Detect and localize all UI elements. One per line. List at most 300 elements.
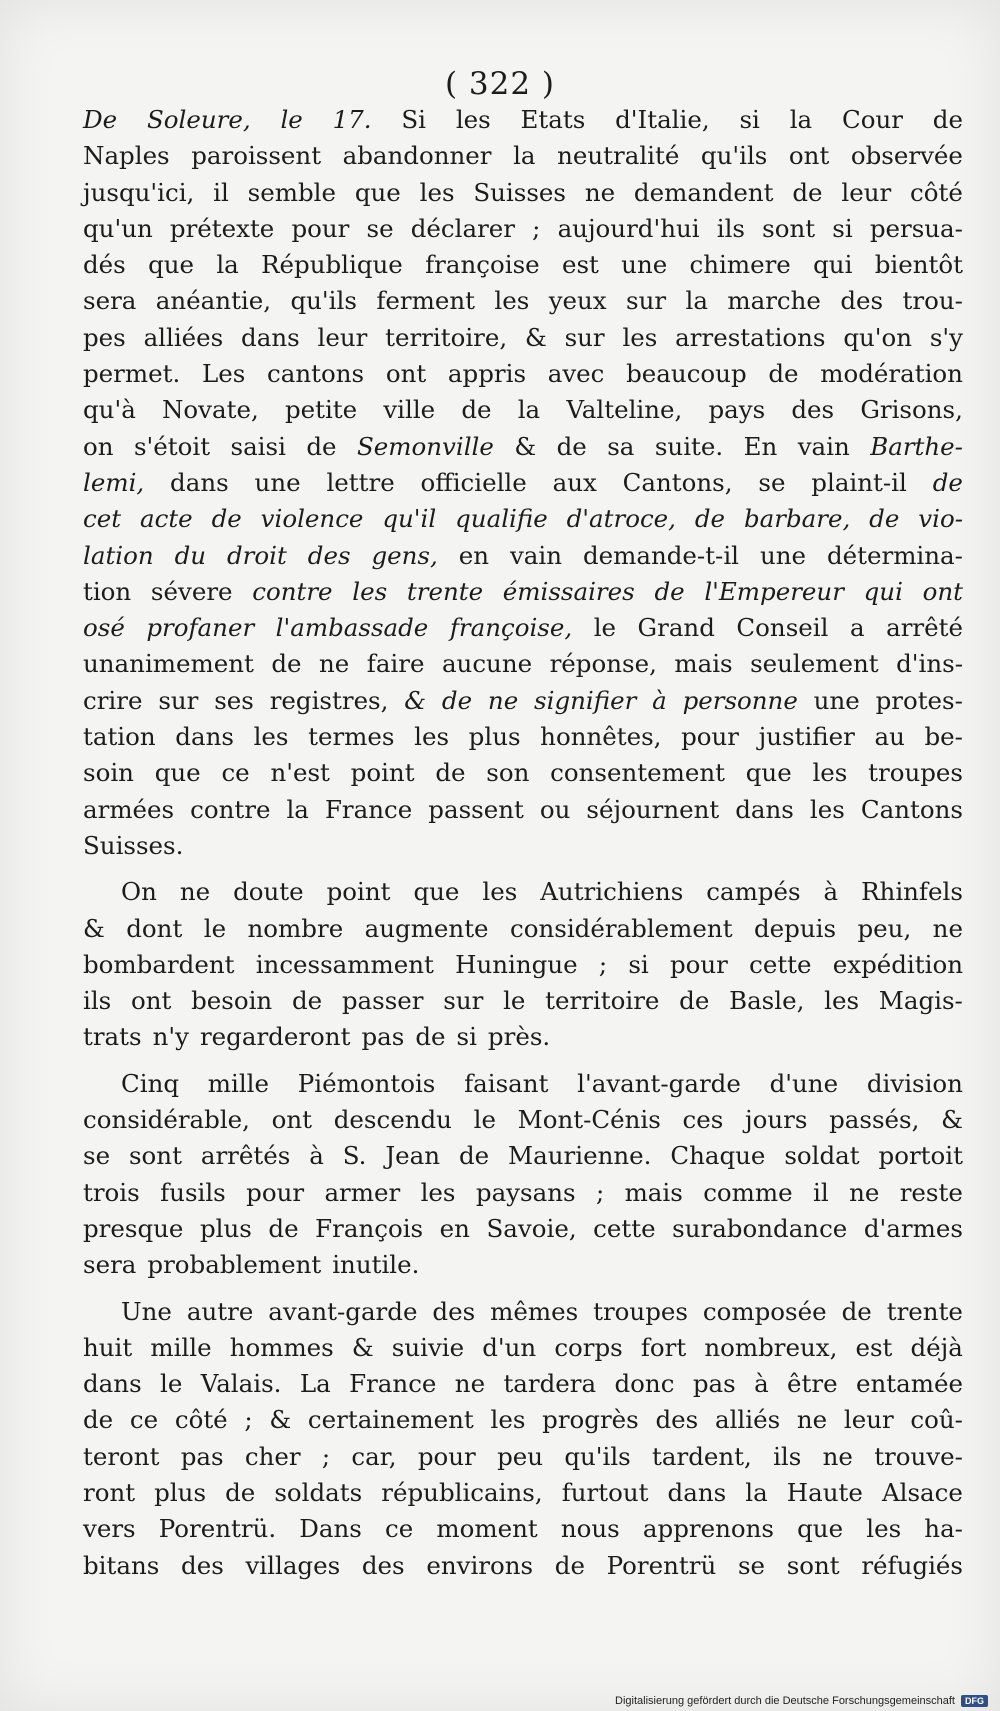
word: la [789, 105, 813, 134]
dfg-logo-icon: DFG [961, 1695, 988, 1707]
word: près. [487, 1022, 551, 1052]
word: villages [245, 1550, 341, 1580]
word: car, [351, 1441, 397, 1471]
word: sera [83, 1250, 137, 1280]
text-line [83, 320, 963, 356]
italic-word: 17. [332, 105, 372, 134]
word: de [932, 105, 963, 134]
word: ce [129, 1405, 159, 1435]
word: Dans [299, 1514, 362, 1544]
word: aujourd'hui [557, 213, 700, 243]
word: pes [83, 322, 126, 352]
word: sont [786, 1550, 840, 1580]
text-line [83, 465, 963, 501]
text-line [83, 719, 963, 755]
word: & [514, 431, 537, 461]
word: les [494, 286, 530, 316]
word: les [253, 722, 289, 752]
text-line [83, 792, 963, 828]
word: qu'ils [564, 1441, 631, 1471]
word: faisant [464, 1068, 549, 1098]
word: mille [207, 1068, 270, 1098]
word: François [315, 1213, 424, 1243]
italic-word: contre [252, 576, 333, 606]
word: apprenons [642, 1514, 774, 1544]
word: les [866, 1514, 902, 1544]
word: appris [447, 359, 527, 389]
word: sa [607, 431, 635, 461]
word: ont [271, 1105, 313, 1135]
word: descendu [333, 1105, 452, 1135]
word: Valais. [200, 1369, 282, 1399]
word: dés [83, 250, 126, 280]
word: pas [361, 1022, 405, 1052]
word: tation [83, 722, 156, 752]
italic-word: lation [83, 540, 154, 570]
word: de [271, 649, 302, 679]
word: une [621, 250, 668, 280]
word: Savoie, [486, 1213, 577, 1243]
word: Si [401, 105, 426, 134]
word: avant-garde [268, 1296, 418, 1326]
word: sévere [150, 576, 233, 606]
word: soldats [274, 1477, 363, 1507]
word: françoise [425, 250, 540, 280]
italic-word: de [654, 576, 685, 606]
word: à [309, 1141, 324, 1171]
word: reste [899, 1177, 963, 1207]
word: est [855, 1332, 893, 1362]
word: à [823, 877, 839, 907]
word: que [413, 877, 460, 907]
italic-word: personne [682, 685, 798, 715]
word: si [628, 949, 649, 979]
word: Valteline, [566, 395, 683, 425]
word: marche [727, 286, 821, 316]
italic-word: les [352, 576, 388, 606]
word: a [849, 613, 865, 643]
word: saisi [230, 431, 286, 461]
word: dans [83, 1369, 142, 1399]
word: Jean [385, 1141, 441, 1171]
paragraph-gap [83, 1284, 963, 1294]
word: consentement [550, 758, 725, 788]
italic-word: qualifie [455, 504, 548, 534]
text-line [83, 1330, 963, 1366]
word: registres, [269, 685, 389, 715]
italic-word: l'Empereur [704, 576, 844, 606]
word: vain [509, 540, 563, 570]
word: tion [83, 576, 132, 606]
italic-word: l'ambassade [275, 613, 429, 643]
word: ils [83, 986, 112, 1016]
word: ; [598, 949, 608, 979]
word: d'Italie, [615, 105, 710, 134]
italic-word: du [174, 540, 207, 570]
word: de [291, 986, 323, 1016]
word: neutralité [557, 141, 680, 171]
word: jusqu'ici, [83, 177, 195, 207]
word: que [154, 758, 201, 788]
word: les [490, 1405, 526, 1435]
word: plus [468, 722, 521, 752]
word: peu [497, 1441, 544, 1471]
word: Grisons, [860, 395, 963, 425]
word: troupes [593, 1296, 688, 1326]
italic-word: le [280, 105, 303, 134]
word: passer [341, 986, 424, 1016]
word: unanimement [83, 649, 254, 679]
word: de [306, 431, 337, 461]
word: côté [174, 1405, 228, 1435]
text-line [83, 1511, 963, 1547]
text-line [83, 538, 963, 574]
word: vain [797, 431, 850, 461]
word: dans [170, 467, 229, 497]
word: détermina- [826, 540, 963, 570]
word: les [419, 177, 455, 207]
word: qu'à [83, 395, 136, 425]
word: contre [190, 794, 271, 824]
word: armées [83, 794, 175, 824]
word: yeux [548, 286, 607, 316]
word: ; [532, 213, 541, 243]
word: trente [886, 1296, 963, 1326]
word: plaint-il [811, 467, 907, 497]
word: pour [246, 1177, 305, 1207]
word: leur [317, 322, 368, 352]
word: ne [796, 1405, 828, 1435]
word: ce [385, 1514, 414, 1544]
word: France [349, 1369, 437, 1399]
word: la [286, 794, 309, 824]
word: aux [552, 467, 597, 497]
word: incessamment [255, 949, 434, 979]
text-line [83, 1294, 963, 1330]
word: de [556, 431, 587, 461]
word: be- [924, 722, 963, 752]
text-line [83, 610, 963, 646]
word: de [268, 1213, 299, 1243]
word: hommes [229, 1332, 334, 1362]
word: réfugiés [861, 1550, 963, 1580]
word: Piémontois [297, 1068, 436, 1098]
italic-word: trente [406, 576, 484, 606]
word: son [486, 758, 530, 788]
word: ont [385, 359, 427, 389]
word: Mont-Cénis [517, 1105, 661, 1135]
word: l'avant-garde [577, 1068, 741, 1098]
word: républicains, [381, 1477, 543, 1507]
word: & [83, 913, 105, 943]
word: ; [321, 1441, 331, 1471]
word: anéantie, [155, 286, 272, 316]
word: Porentrü. [158, 1514, 277, 1544]
word: se [83, 1141, 111, 1171]
word: trou- [902, 286, 963, 316]
word: ils [716, 213, 746, 243]
word: lettre [326, 467, 395, 497]
word: si [456, 1022, 477, 1052]
word: sont [128, 1141, 182, 1171]
word: mais [624, 1177, 683, 1207]
word: Rhinfels [861, 877, 963, 907]
word: des [181, 1550, 224, 1580]
word: bombardent [83, 949, 235, 979]
word: considérable, [83, 1105, 250, 1135]
word: les [455, 105, 491, 134]
word: des [432, 1296, 476, 1326]
word: qu'ils [700, 141, 768, 171]
italic-word: violence [260, 504, 364, 534]
word: s'y [929, 322, 963, 352]
word: Magis- [878, 986, 963, 1016]
word: se [737, 1550, 766, 1580]
word: le [160, 1369, 183, 1399]
text-line [83, 947, 963, 983]
word: une [254, 467, 301, 497]
word: autre [186, 1296, 254, 1326]
word: de [435, 758, 466, 788]
text-line [83, 392, 963, 428]
italic-word: Semonville [357, 431, 494, 461]
text-line [83, 1475, 963, 1511]
word: pour [681, 722, 740, 752]
word: dans [175, 722, 234, 752]
word: les [809, 794, 845, 824]
word: passés, [829, 1105, 920, 1135]
word: expédition [832, 949, 963, 979]
word: troupes [868, 758, 963, 788]
word: côté [910, 177, 963, 207]
text-line [83, 1019, 963, 1055]
italic-word: ont [922, 576, 963, 606]
text-line [83, 429, 963, 465]
word: France [324, 794, 413, 824]
word: jours [745, 1105, 808, 1135]
text-line [83, 356, 963, 392]
word: ferment [376, 286, 475, 316]
italic-word: signifier [534, 685, 637, 715]
word: donc [614, 1369, 675, 1399]
word: ce [221, 758, 250, 788]
text-line [83, 1066, 963, 1102]
word: sur [626, 286, 667, 316]
digitization-credit [615, 1695, 988, 1707]
word: des [361, 1550, 405, 1580]
italic-word: gens, [371, 540, 438, 570]
text-line [83, 874, 963, 910]
text-line [83, 1548, 963, 1584]
word: dans [735, 794, 794, 824]
word: plus [199, 1213, 252, 1243]
word: Maurienne. [508, 1141, 652, 1171]
word: de [458, 1141, 490, 1171]
text-line [83, 1102, 963, 1138]
word: officielle [420, 467, 527, 497]
word: Chaque [670, 1141, 766, 1171]
word: semble [247, 177, 336, 207]
text-line [83, 1138, 963, 1174]
word: Cinq [121, 1068, 180, 1098]
text-line [83, 683, 963, 719]
word: République [261, 250, 403, 280]
word: sont [762, 213, 816, 243]
word: ne [849, 1177, 880, 1207]
word: inutile. [332, 1250, 420, 1280]
word: sera [83, 286, 137, 316]
word: pas [692, 1369, 736, 1399]
word: entamée [855, 1369, 963, 1399]
word: permet. [83, 359, 181, 389]
word: Conseil [736, 613, 829, 643]
word: il [813, 1177, 829, 1207]
word: furtout [561, 1477, 649, 1507]
word: surabondance [672, 1213, 848, 1243]
word: Autrichiens [540, 877, 684, 907]
word: & [269, 1405, 292, 1435]
text-line [83, 574, 963, 610]
paragraph [83, 1066, 963, 1284]
word: ne [454, 1369, 486, 1399]
word: des [655, 1405, 699, 1435]
text-line [83, 1175, 963, 1211]
word: coû- [910, 1405, 963, 1435]
word: point [326, 877, 391, 907]
word: d'ins- [896, 649, 963, 679]
text-line [83, 911, 963, 947]
word: de [461, 395, 492, 425]
word: de [83, 1405, 114, 1435]
italic-word: d'atroce, [566, 504, 676, 534]
word: déjà [910, 1332, 963, 1362]
word: ; [244, 1405, 253, 1435]
text-line [83, 1366, 963, 1402]
word: corps [554, 1332, 623, 1362]
word: le [503, 986, 526, 1016]
word: comme [703, 1177, 793, 1207]
word: Alsace [881, 1477, 963, 1507]
italic-word: de [694, 504, 726, 534]
word: S. [342, 1141, 367, 1171]
word: arrestations [675, 322, 826, 352]
word: beaucoup [626, 359, 747, 389]
word: doute [233, 877, 304, 907]
word: demandent [633, 177, 774, 207]
word: cette [593, 1213, 656, 1243]
word: On [121, 877, 157, 907]
word: les [420, 1177, 456, 1207]
word: Une [121, 1296, 172, 1326]
word: progrès [542, 1405, 639, 1435]
word: regarderont [199, 1022, 351, 1052]
page-number: ( 322 ) [444, 66, 556, 102]
word: suivie [391, 1332, 465, 1362]
word: & [941, 1105, 963, 1135]
word: augmente [364, 913, 489, 943]
word: il [213, 177, 229, 207]
word: Huningue [455, 949, 578, 979]
word: paroissent [191, 141, 322, 171]
word: on [83, 431, 114, 461]
italic-word: osé [83, 613, 125, 643]
paragraph [83, 874, 963, 1055]
word: dans [667, 1477, 727, 1507]
italic-word: & [404, 685, 427, 715]
italic-word: des [307, 540, 351, 570]
word: le [203, 913, 227, 943]
word: de [554, 1550, 585, 1580]
word: en [439, 1213, 470, 1243]
word: prétexte [169, 213, 275, 243]
word: nombre [247, 913, 344, 943]
word: termes [308, 722, 395, 752]
word: presque [83, 1213, 184, 1243]
word: La [299, 1369, 331, 1399]
word: déclarer [410, 213, 516, 243]
word: Etats [520, 105, 586, 134]
word: mêmes [490, 1296, 579, 1326]
word: ville [383, 395, 436, 425]
word: de [792, 177, 823, 207]
word: faire [366, 649, 425, 679]
word: que [354, 177, 401, 207]
word: une [759, 540, 807, 570]
word: paysans [475, 1177, 576, 1207]
paragraph [83, 102, 963, 864]
word: ne [179, 877, 211, 907]
word: petite [284, 395, 358, 425]
word: nous [560, 1514, 620, 1544]
word: demande-t-il [582, 540, 740, 570]
word: d'une [769, 1068, 839, 1098]
word: pas [180, 1441, 224, 1471]
text-line [83, 1247, 963, 1283]
word: les [812, 758, 848, 788]
word: & [524, 322, 547, 352]
word: probablement [147, 1250, 322, 1280]
text-line [83, 501, 963, 537]
word: certainement [307, 1405, 474, 1435]
word: ne [319, 649, 350, 679]
word: composée [702, 1296, 827, 1326]
word: réponse, [549, 649, 657, 679]
word: soin [83, 758, 134, 788]
text-line [83, 1402, 963, 1438]
word: être [787, 1369, 838, 1399]
text-line [83, 283, 963, 319]
text-line [83, 175, 963, 211]
word: s'étoit [133, 431, 211, 461]
word: ces [682, 1105, 724, 1135]
word: passent [428, 794, 524, 824]
italic-word: vio- [918, 504, 963, 534]
word: depuis [753, 913, 837, 943]
word: si [739, 105, 760, 134]
word: de [841, 1296, 872, 1326]
italic-word: Soleure, [146, 105, 251, 134]
word: trois [83, 1177, 140, 1207]
word: pays [708, 395, 766, 425]
word: qui [813, 250, 853, 280]
word: des [791, 395, 835, 425]
word: abandonner [342, 141, 492, 171]
word: de [225, 1477, 256, 1507]
word: ils [773, 1441, 802, 1471]
word: seulement [750, 649, 879, 679]
word: des [840, 286, 884, 316]
word: d'un [482, 1332, 537, 1362]
